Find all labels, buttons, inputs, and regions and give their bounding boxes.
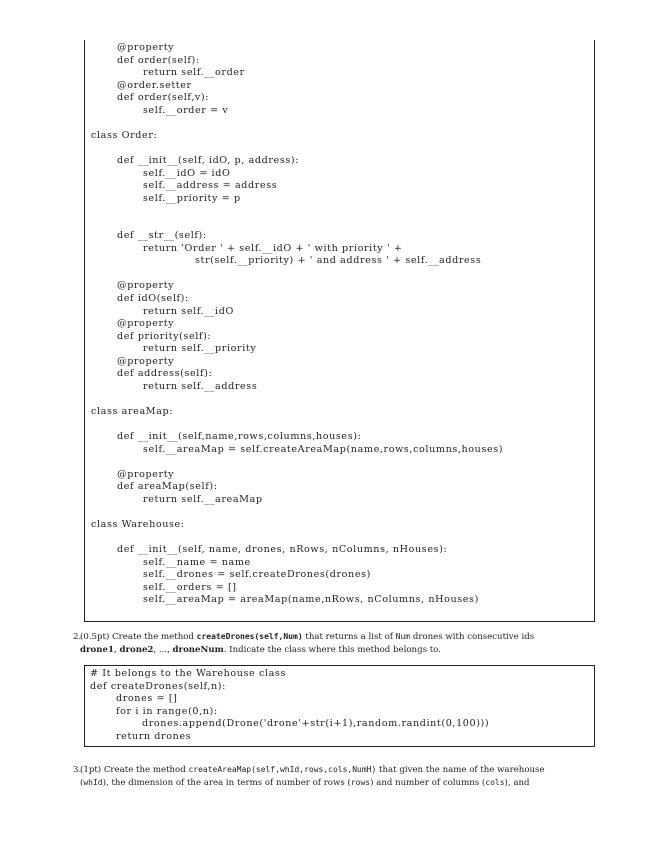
code-line: @property — [117, 355, 175, 367]
code-line: return self.__areaMap — [143, 493, 263, 505]
text-run: drone2 — [119, 644, 154, 655]
code-line: self.__idO = idO — [143, 167, 231, 179]
text-run: ) and number of columns ( — [370, 777, 486, 788]
code-line: def __str__(self): — [117, 230, 207, 242]
code-line: @property — [117, 42, 175, 53]
text-run: that returns a list of — [302, 632, 396, 642]
code-line: # It belongs to the Warehouse class — [90, 668, 286, 679]
text-run: that given the name of the warehouse — [376, 765, 545, 775]
text-run: (1pt) Create the method — [80, 765, 189, 775]
code-line: def idO(self): — [117, 293, 189, 304]
code-line: return self.__address — [143, 380, 258, 392]
question-3-line-2 — [80, 777, 600, 790]
code-line: str(self.__priority) + ' and address ' + self.__address — [195, 255, 482, 267]
code-line: def createDrones(self,n): — [90, 680, 226, 692]
code-line: class areaMap: — [91, 405, 174, 417]
text-run: ), and — [504, 777, 530, 788]
code-line: self.__address = address — [143, 180, 278, 192]
question-3-line-1 — [80, 764, 600, 777]
text-run: rows — [350, 777, 371, 787]
text-run: cols — [485, 777, 505, 787]
question-number: 2. — [73, 632, 82, 642]
text-run: createAreaMap(self,whId,rows,cols,NumH) — [188, 765, 377, 774]
text-run: , ..., — [153, 644, 173, 655]
code-line: @order.setter — [117, 79, 192, 91]
text-run: createDrones(self,Num) — [196, 632, 303, 641]
code-line: return drones — [116, 731, 192, 742]
code-line: def __init__(self, idO, p, address): — [117, 154, 300, 166]
question-2 — [73, 631, 600, 656]
text-run: drones with consecutive ids — [410, 632, 535, 642]
question-2-line-2 — [80, 644, 600, 657]
question-3 — [73, 764, 600, 789]
code-line: return self.__priority — [143, 343, 257, 355]
code-line: return 'Order ' + self.__idO + ' with priority ' + — [143, 242, 403, 254]
question-2-line-1 — [80, 631, 600, 644]
code-listing-classes — [84, 40, 595, 622]
code-line: for i in range(0,n): — [116, 705, 218, 717]
code-line: def areaMap(self): — [117, 481, 218, 493]
code-line: @property — [117, 318, 175, 330]
code-line: class Order: — [91, 129, 158, 141]
code-line: drones.append(Drone('drone'+str(i+1),random.randint(0,100))) — [142, 718, 490, 730]
text-run: ( — [80, 777, 84, 788]
code-line: @property — [117, 468, 175, 480]
code-line: self.__areaMap = areaMap(name,nRows, nColumns, nHouses) — [143, 594, 479, 606]
text-run: whId — [83, 777, 103, 787]
text-run: ), the dimension of the area in terms of number of rows ( — [102, 777, 351, 788]
code-line: self.__priority = p — [143, 192, 241, 204]
text-run: Num — [395, 632, 411, 641]
question-number: 3. — [73, 765, 82, 775]
text-run: (0.5pt) Create the method — [80, 632, 197, 642]
text-run: drone1 — [80, 644, 114, 655]
code-line: def order(self,v): — [117, 92, 210, 104]
code-line: def priority(self): — [117, 330, 212, 342]
code-line: @property — [117, 280, 175, 292]
code-line: def __init__(self,name,rows,columns,houses): — [117, 431, 362, 443]
code-line: return self.__order — [143, 67, 245, 79]
code-line: self.__orders = [] — [143, 581, 237, 593]
code-line: def order(self): — [117, 54, 200, 66]
code-line: self.__order = v — [143, 104, 229, 116]
code-listing-create-drones — [84, 665, 595, 747]
text-run: . Indicate the class where this method belongs to. — [223, 644, 441, 655]
text-run: , — [113, 644, 120, 655]
code-line: def __init__(self, name, drones, nRows, nColumns, nHouses): — [117, 544, 448, 555]
code-line: def address(self): — [117, 368, 213, 380]
code-line: self.__drones = self.createDrones(drones) — [143, 569, 371, 581]
code-line: self.__name = name — [143, 556, 251, 568]
code-line: return self.__idO — [143, 305, 234, 317]
code-line: drones = [] — [116, 693, 178, 705]
code-line: class Warehouse: — [91, 518, 185, 530]
code-line: self.__areaMap = self.createAreaMap(name,rows,columns,houses) — [143, 443, 504, 455]
text-run: droneNum — [172, 644, 224, 655]
